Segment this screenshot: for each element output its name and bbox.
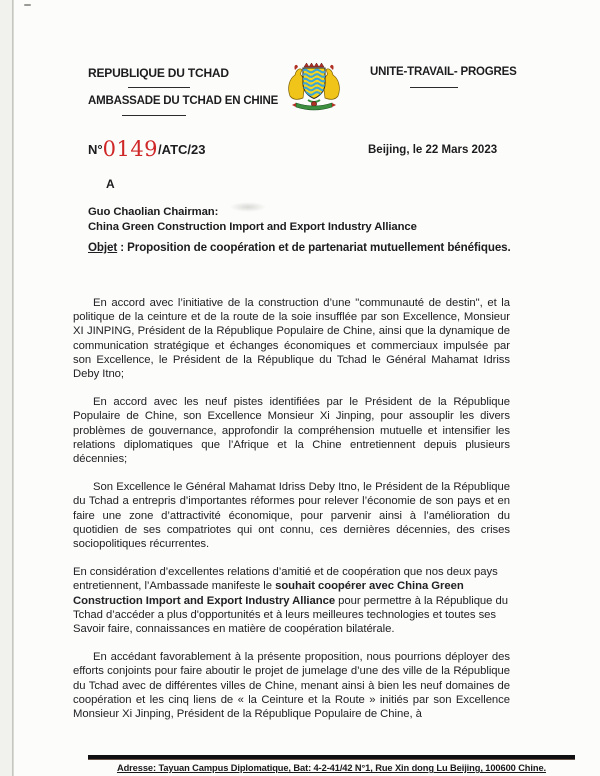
body-paragraph: En accord avec les neuf pistes identifiées par le Président de la République Populaire de Chine, son Excellence Monsieur Xi Jinping, pour assouplir les divers problèmes de gouvernance, approfondir la compréhension mutuelle et intensifier les relations diplomatiques que l’Afrique et la Chine entretiennent depuis plusieurs décennies; <box>73 396 510 466</box>
page-edge-shadow <box>12 0 14 776</box>
letter-body <box>73 296 510 735</box>
embassy-title: AMBASSADE DU TCHAD EN CHINE <box>88 95 279 107</box>
salutation: A <box>106 177 115 191</box>
divider <box>410 87 458 88</box>
scan-artifact <box>24 4 31 6</box>
recipient-name: Guo Chaolian Chairman: <box>88 206 219 218</box>
recipient-block <box>88 205 417 234</box>
national-motto: UNITE-TRAVAIL- PROGRES <box>370 66 517 78</box>
subject-separator: : <box>117 241 128 254</box>
paragraph-segment: En considération d’excellentes relations d’amitié et de coopération que nos deux pays entretiennent, l’Ambassade manifeste le <box>73 566 498 593</box>
body-paragraph: Son Excellence le Général Mahamat Idriss Deby Itno, le Président de la République du Tchad a entrepris d’importantes réformes pour relever l’économie de son pays et en faire une zone d’attractivité économique, pour parvenir ainsi à l’amélioration du quotidien de ses compatriotes qui ont connu, ces dernières décennies, des crises sociopolitiques récurrentes. <box>73 481 510 551</box>
chad-coat-of-arms-icon <box>283 59 345 122</box>
body-paragraph: En accédant favorablement à la présente proposition, nous pourrions déployer des efforts conjoints pour faire aboutir le projet de jumelage d’une des ville de la République du Tchad avec de différentes villes de Chine, menant ainsi à bien les neuf domaines de coopération et les cinq liens de « la Ceinture et la Route » initiés par son Excellence Monsieur Xi Jinping, Président de la République Populaire de Chine, à <box>73 651 510 721</box>
paragraph-segment: pour permettre à la République du Tchad d’accéder a plus d'opportunités et à leurs meilleures technologies et toutes ses Savoir faire, connaissances en matière de coopération bilatérale. <box>73 594 508 636</box>
ref-number-red: 0149 <box>102 137 159 161</box>
paragraph-segment-bold: souhait coopérer avec China Green Construction Import and Export Industry Alliance <box>73 580 464 607</box>
body-paragraph: En accord avec l’initiative de la construction d’une "communauté de destin", et la politique de la ceinture et de la route de la soie insufflée par son Excellence, Monsieur XI JINPING, Président de la République Populaire de Chine, ainsi que la dynamique de communication stratégique et échanges économiques et commerciaux impulsée par son Excellence, le Président de la République du Tchad le Général Mahamat Idriss Deby Itno; <box>73 297 510 381</box>
letterhead-left <box>88 66 288 116</box>
ref-prefix: N° <box>88 142 103 157</box>
subject-line <box>88 241 540 256</box>
ref-suffix: /ATC/23 <box>158 142 206 157</box>
republic-title: REPUBLIQUE DU TCHAD <box>88 66 229 80</box>
date-line: Beijing, le 22 Mars 2023 <box>368 144 498 156</box>
subject-label: Objet <box>88 241 118 254</box>
letterhead-right <box>370 66 517 88</box>
body-paragraph <box>73 565 510 636</box>
recipient-organization: China Green Construction Import and Export Industry Alliance <box>88 220 417 233</box>
reference-number <box>88 137 205 161</box>
footer-address: Adresse: Tayuan Campus Diplomatique, Bat: 4-2-41/42 N°1, Rue Xin dong Lu Beijing, 100600 Chine. <box>116 763 547 773</box>
divider <box>122 115 186 116</box>
footer-rule <box>88 755 575 760</box>
subject-text: Proposition de coopération et de partenariat mutuellement bénéfiques. <box>127 241 511 254</box>
divider <box>128 87 190 88</box>
